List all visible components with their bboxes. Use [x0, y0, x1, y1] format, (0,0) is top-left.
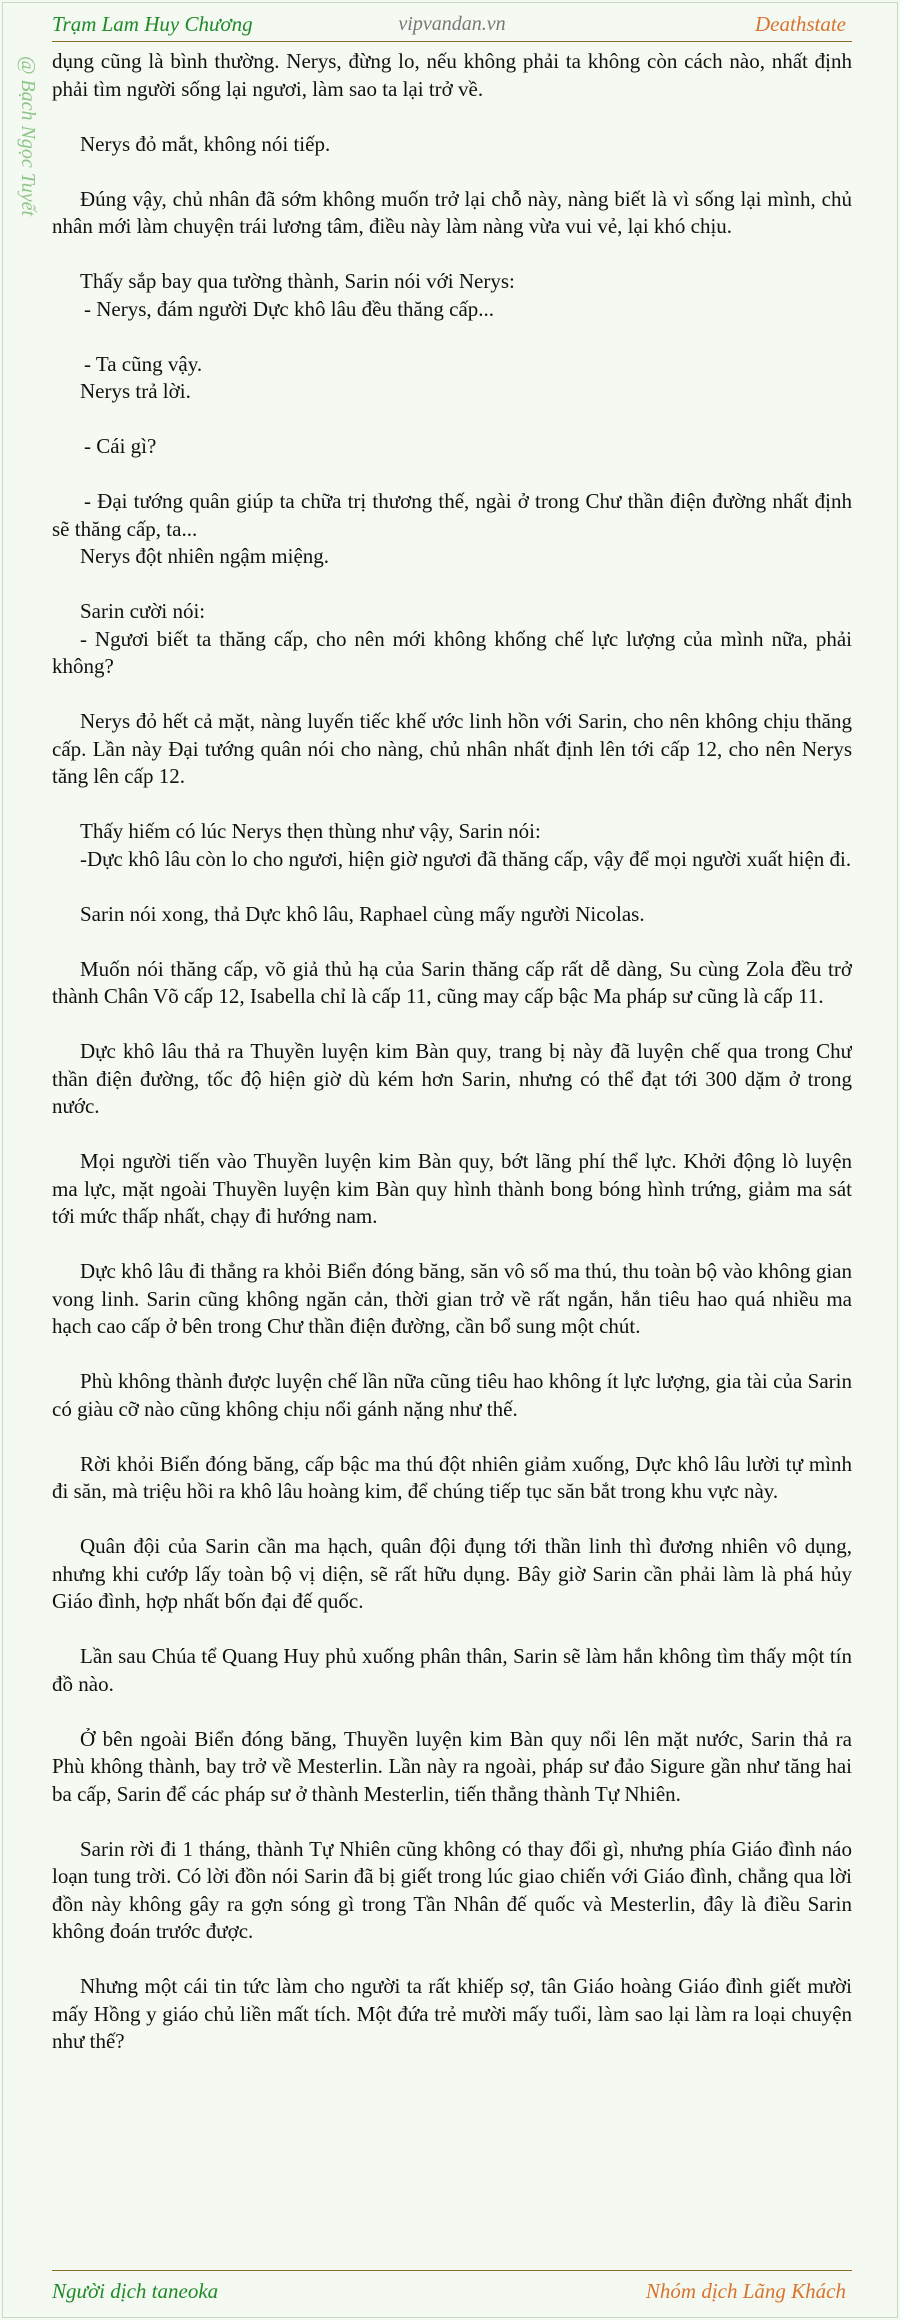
dialogue-block [52, 488, 852, 571]
paragraph: Quân đội của Sarin cần ma hạch, quân đội đụng tới thần linh thì đương nhiên vô dụng, nhưng khi cướp lấy toàn bộ vị diện, sẽ rất hữu dụng. Bây giờ Sarin cần phải làm là phá hủy Giáo đình, hợp nhất bốn đại đế quốc. [52, 1534, 852, 1613]
paragraph: Lần sau Chúa tể Quang Huy phủ xuống phân thân, Sarin sẽ làm hắn không tìm thấy một tín đồ nào. [52, 1644, 852, 1696]
paragraph: Sarin rời đi 1 tháng, thành Tự Nhiên cũng không có thay đổi gì, nhưng phía Giáo đình náo loạn tung trời. Có lời đồn nói Sarin đã bị giết trong lúc giao chiến với Giáo đình, chẳng qua lời đồn này không gây ra gợn sóng gì trong Tần Nhân đế quốc và Mesterlin, đây là điều Sarin không đoán trước được. [52, 1836, 852, 1943]
paragraph: Thấy hiếm có lúc Nerys thẹn thùng như vậy, Sarin nói: [80, 819, 541, 843]
paragraph: Sarin nói xong, thả Dực khô lâu, Raphael cùng mấy người Nicolas. [80, 901, 645, 926]
dialogue-block [52, 433, 852, 461]
paragraph: Nhưng một cái tin tức làm cho người ta rất khiếp sợ, tân Giáo hoàng Giáo đình giết mười mấy Hồng y giáo chủ liền mất tích. Một đứa trẻ mười mấy tuổi, làm sao lại làm ra loại chuyện như thế? [52, 1974, 852, 2053]
dialogue-line: -Dực khô lâu còn lo cho ngươi, hiện giờ ngươi đã thăng cấp, vậy để mọi người xuất hiện đi. [80, 846, 852, 871]
dialogue-block [52, 268, 852, 323]
paragraph: Dực khô lâu đi thẳng ra khỏi Biển đóng băng, săn vô số ma thú, thu toàn bộ vào không gian vong linh. Sarin cũng không ngăn cản, thời gian trở về rất ngắn, hắn tiêu hao quá nhiều ma hạch cao cấp ở bên trong Chư thần điện đường, cần bổ sung một chút. [52, 1259, 852, 1338]
dialogue-line: - Ngươi biết ta thăng cấp, cho nên mới không khống chế lực lượng của mình nữa, phải không? [52, 626, 852, 678]
footer-translator: Người dịch taneoka [52, 2279, 219, 2303]
paragraph: Dực khô lâu thả ra Thuyền luyện kim Bàn quy, trang bị này đã luyện chế qua trong Chư thần điện đường, tốc độ hiện giờ dù kém hơn Sarin, nhưng có thể đạt tới 300 dặm ở trong nước. [52, 1039, 852, 1118]
paragraph: Nerys trả lời. [80, 379, 191, 403]
paragraph: Rời khỏi Biển đóng băng, cấp bậc ma thú đột nhiên giảm xuống, Dực khô lâu lười tự mình đi săn, mà triệu hồi ra khô lâu hoàng kim, để chúng tiếp tục săn bắt trong khu vực này. [52, 1451, 852, 1503]
paragraph: Nerys đỏ hết cả mặt, nàng luyến tiếc khế ước linh hồn với Sarin, cho nên không chịu thăng cấp. Lần này Đại tướng quân nói cho nàng, chủ nhân nhất định lên tới cấp 12, cho nên Nerys tăng lên cấp 12. [52, 709, 852, 788]
paragraph: dụng cũng là bình thường. Nerys, đừng lo, nếu không phải ta không còn cách nào, nhất định phải tìm người sống lại ngươi, làm sao ta lại trở về. [52, 49, 852, 101]
dialogue-line: - Ta cũng vậy. [84, 351, 203, 376]
paragraph: Nerys đột nhiên ngậm miệng. [80, 544, 330, 568]
chapter-text [52, 48, 852, 2238]
paragraph: Sarin cười nói: [80, 599, 206, 623]
dialogue-line: - Nerys, đám người Dực khô lâu đều thăng cấp... [84, 296, 495, 321]
dialogue-block [52, 598, 852, 681]
dialogue-line: - Cái gì? [84, 434, 157, 458]
paragraph: Thấy sắp bay qua tường thành, Sarin nói với Nerys: [80, 269, 515, 293]
paragraph: Muốn nói thăng cấp, võ giả thủ hạ của Sarin thăng cấp rất dễ dàng, Su cùng Zola đều trở thành Chân Võ cấp 12, Isabella chỉ là cấp 11, cũng may cấp bậc Ma pháp sư cũng là cấp 11. [52, 956, 852, 1008]
paragraph: Phù không thành được luyện chế lần nữa cũng tiêu hao không ít lực lượng, gia tài của Sarin có giàu cỡ nào cũng không chịu nổi gánh nặng như thế. [52, 1369, 852, 1421]
dialogue-block [52, 351, 852, 406]
paragraph: Ở bên ngoài Biển đóng băng, Thuyền luyện kim Bàn quy nổi lên mặt nước, Sarin thả ra Phù không thành, bay trở về Mesterlin. Lần này ra ngoài, pháp sư đảo Sigure gần như tăng hai ba cấp, Sarin để các pháp sư ở thành Mesterlin, tiến thẳng thành Tự Nhiên. [52, 1726, 852, 1806]
dialogue-block [52, 818, 852, 873]
page-header [52, 8, 852, 42]
header-site-name: Trạm Lam Huy Chương [52, 12, 253, 36]
paragraph: Mọi người tiến vào Thuyền luyện kim Bàn quy, bớt lãng phí thể lực. Khởi động lò luyện ma lực, mặt ngoài Thuyền luyện kim Bàn quy hình thành bong bóng hình trứng, giảm ma sát tới mức thấp nhất, chạy đi hướng nam. [52, 1149, 852, 1228]
paragraph: Nerys đỏ mắt, không nói tiếp. [80, 131, 331, 156]
header-novel-title: Deathstate [755, 12, 846, 36]
dialogue-line: - Đại tướng quân giúp ta chữa trị thương thế, ngài ở trong Chư thần điện đường nhất định sẽ thăng cấp, ta... [52, 489, 852, 541]
paragraph: Đúng vậy, chủ nhân đã sớm không muốn trở lại chỗ này, nàng biết là vì sống lại mình, chủ nhân mới làm chuyện trái lương tâm, điều này làm nàng vừa vui vẻ, lại khó chịu. [52, 186, 852, 238]
footer-translation-group: Nhóm dịch Lãng Khách [645, 2279, 846, 2303]
sidebar-author-credit: @ Bạch Ngọc Tuyết [17, 56, 39, 217]
page-footer [52, 2270, 852, 2310]
sidebar-watermark [8, 48, 42, 268]
header-website[interactable]: vipvandan.vn [398, 13, 506, 35]
